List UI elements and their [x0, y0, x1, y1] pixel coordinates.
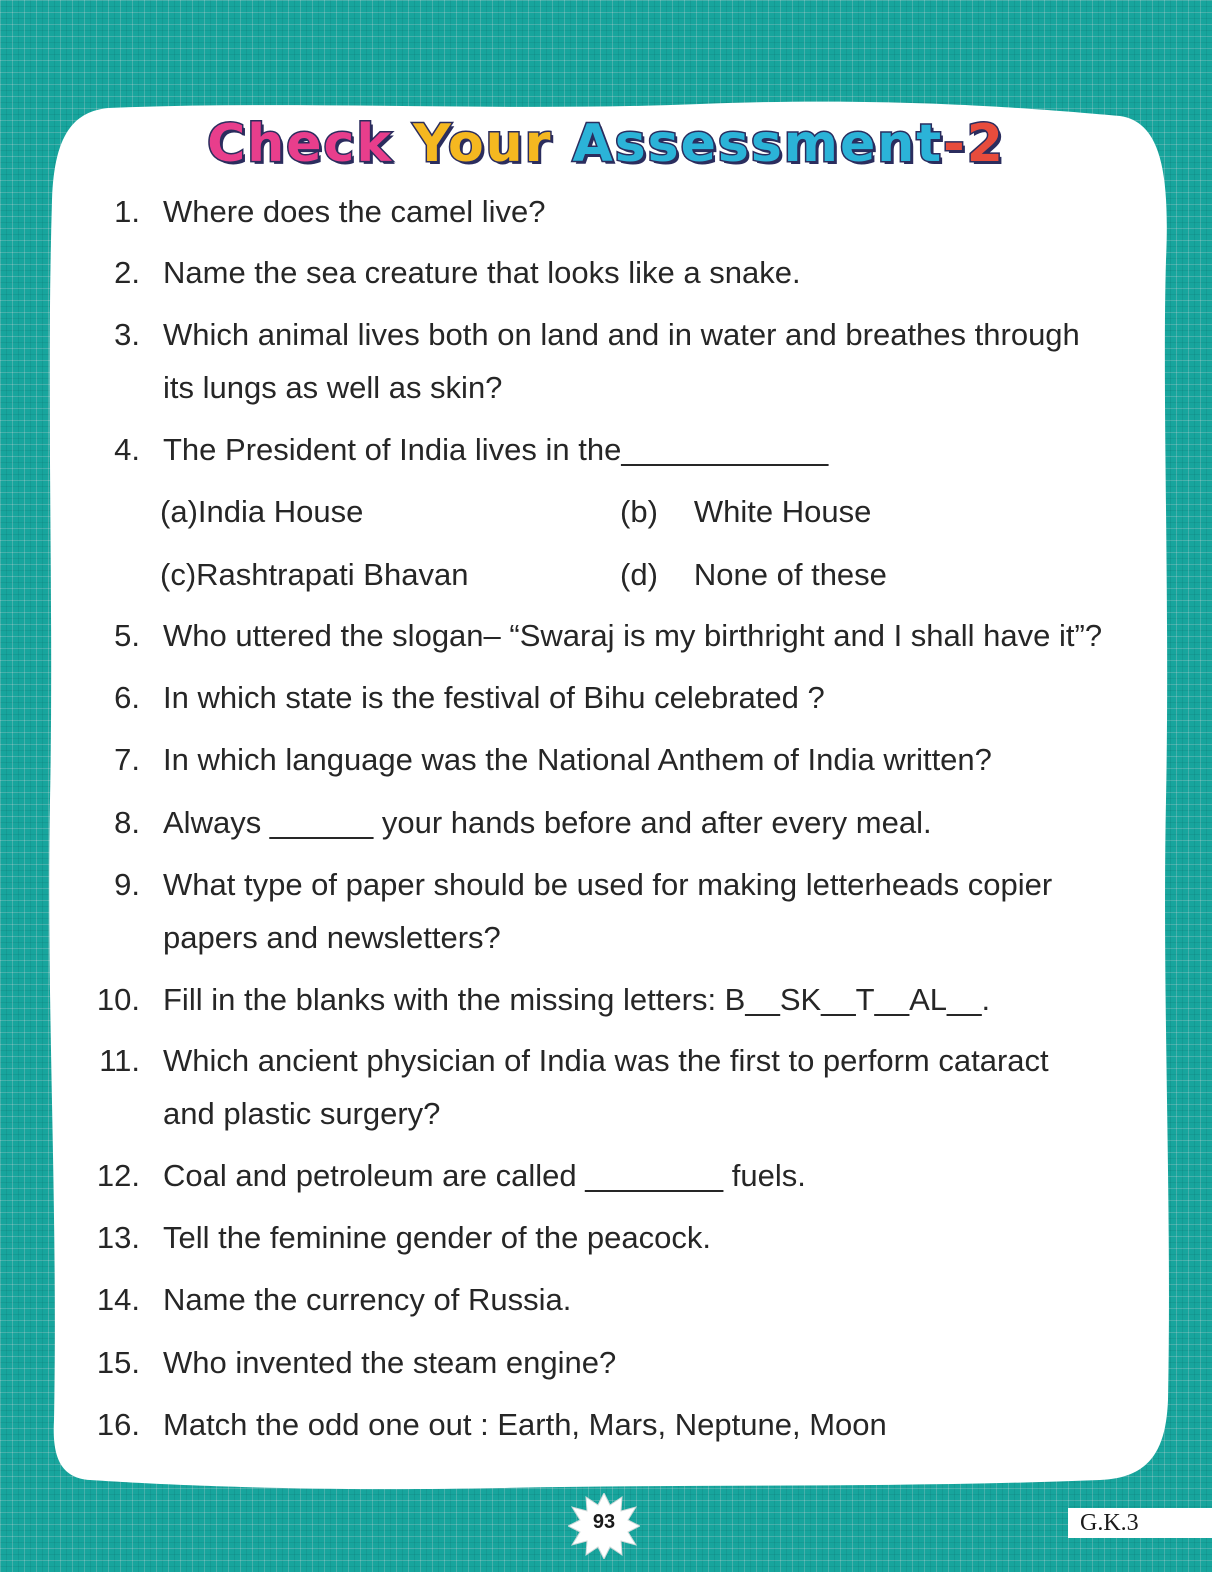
question-number: 11. [99, 1043, 140, 1078]
question-text: Tell the feminine gender of the peacock. [163, 1220, 712, 1255]
option-text: Rashtrapati Bhavan [196, 557, 469, 592]
question-text-continued: papers and newsletters? [163, 920, 501, 955]
question-number: 12. [96, 1158, 140, 1193]
title-word-your: Your [413, 114, 553, 174]
question-number: 3. [114, 317, 140, 352]
question-number: 9. [114, 867, 140, 902]
question-number: 6. [114, 680, 140, 715]
option-c [160, 548, 468, 601]
option-label: (a) [160, 494, 198, 529]
question-number: 7. [114, 742, 140, 777]
book-label: G.K.3 [1068, 1508, 1212, 1538]
option-label: (d) [620, 557, 658, 592]
page-title [0, 112, 1212, 176]
question-text: Always ______ your hands before and after every meal. [163, 805, 932, 840]
question-text: Who invented the steam engine? [163, 1345, 617, 1380]
question-text: In which state is the festival of Bihu celebrated ? [163, 680, 825, 715]
option-text: India House [197, 494, 364, 529]
question-text: Where does the camel live? [163, 194, 546, 229]
title-word-check: Check [207, 114, 393, 174]
question-text: Which ancient physician of India was the first to perform cataract [163, 1043, 1049, 1078]
question-text: Who uttered the slogan– “Swaraj is my birthright and I shall have it”? [163, 618, 1103, 653]
question-text: Coal and petroleum are called ________ fuels. [163, 1158, 806, 1193]
question-text: Fill in the blanks with the missing letters: B__SK__T__AL__. [163, 982, 991, 1017]
option-text: None of these [693, 557, 887, 592]
question-number: 13. [96, 1220, 140, 1255]
question-number: 2. [114, 255, 140, 290]
question-number: 16. [96, 1407, 140, 1442]
question-text: Name the sea creature that looks like a snake. [163, 255, 801, 290]
option-text: White House [693, 494, 872, 529]
question-number: 10. [96, 982, 140, 1017]
question-number: 8. [114, 805, 140, 840]
option-b [620, 485, 871, 538]
question-text-continued: and plastic surgery? [163, 1096, 441, 1131]
option-label: (c) [160, 557, 197, 592]
question-text-continued: its lungs as well as skin? [163, 370, 503, 405]
question-text: In which language was the National Anthem of India written? [163, 742, 992, 777]
question-number: 15. [96, 1345, 140, 1380]
question-number: 4. [114, 432, 140, 467]
question-number: 1. [114, 194, 140, 229]
option-label: (b) [620, 494, 658, 529]
option-d [620, 548, 887, 601]
question-text: What type of paper should be used for making letterheads copier [163, 867, 1053, 902]
question-number: 5. [114, 618, 140, 653]
question-number: 14. [96, 1282, 140, 1317]
question-text: Name the currency of Russia. [163, 1282, 572, 1317]
question-text: Match the odd one out : Earth, Mars, Neptune, Moon [163, 1407, 887, 1442]
title-suffix: -2 [943, 114, 1005, 174]
question-text: The President of India lives in the____________ [163, 432, 829, 467]
page-number: 93 [592, 1511, 616, 1533]
question-text: Which animal lives both on land and in water and breathes through [163, 317, 1080, 352]
option-a [160, 485, 363, 538]
title-word-assessment: Assessment [572, 114, 944, 174]
